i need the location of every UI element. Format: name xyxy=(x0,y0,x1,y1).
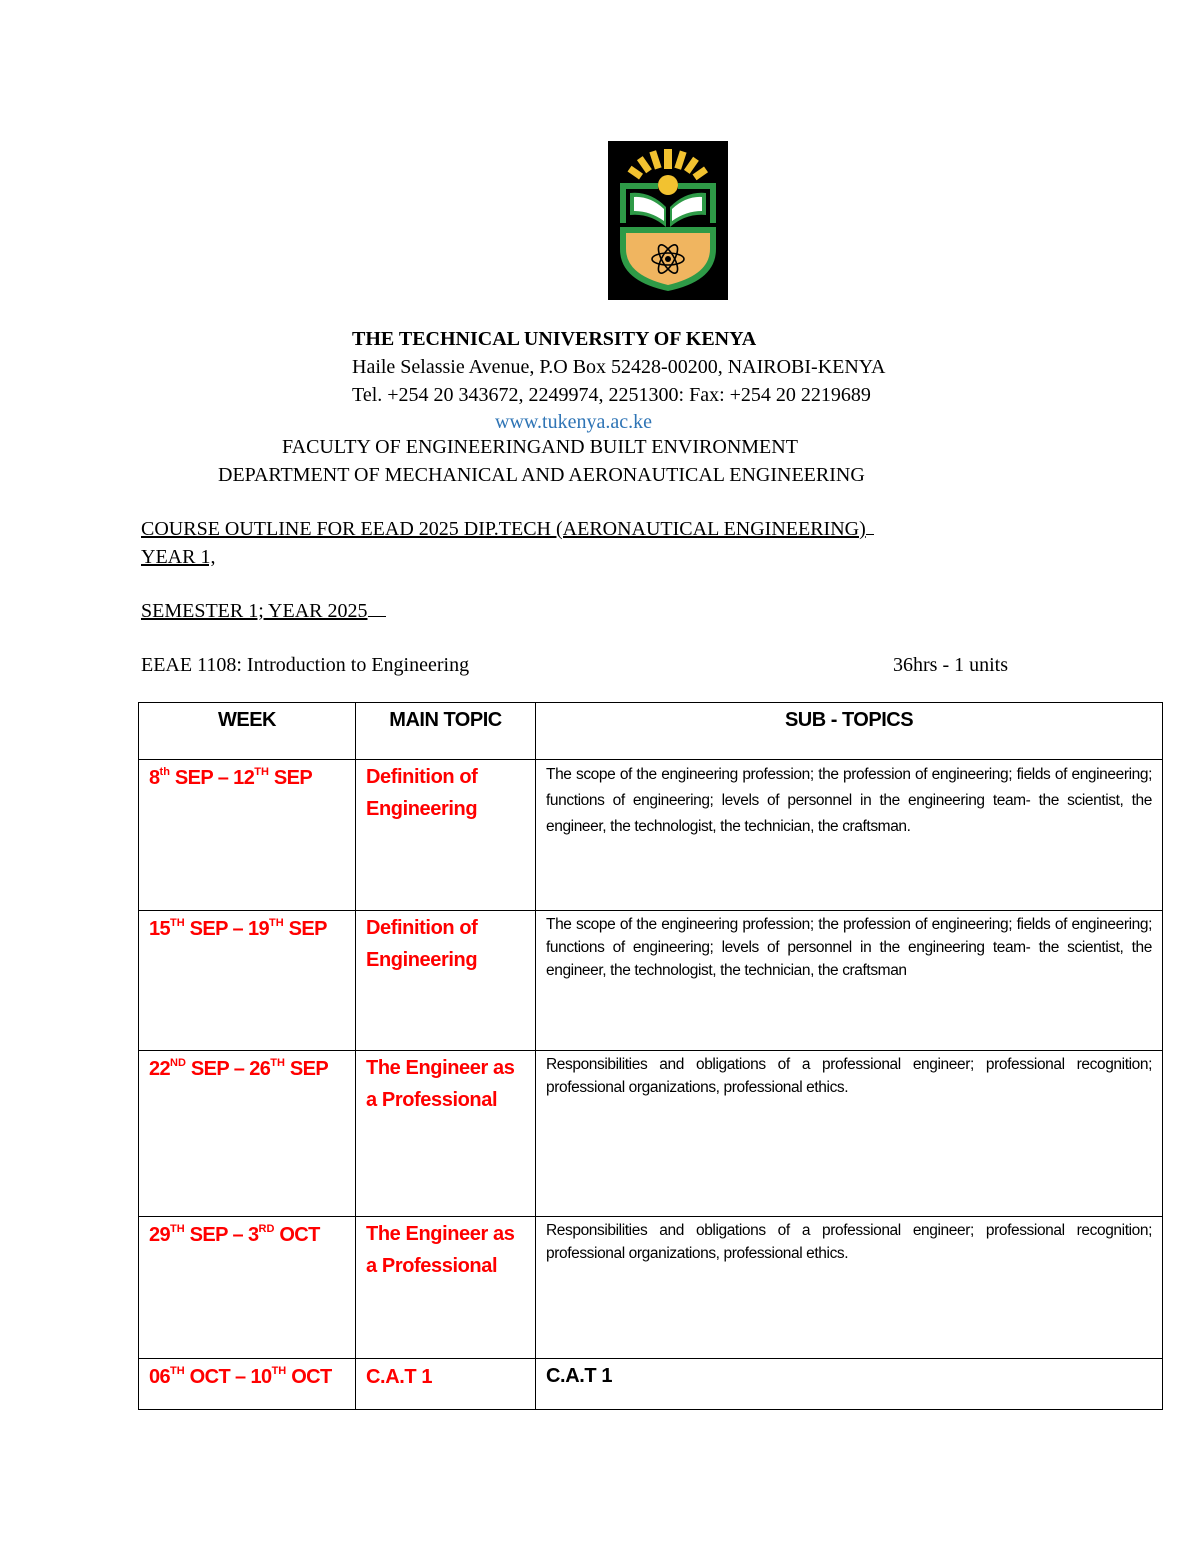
table-header-row xyxy=(139,703,1163,760)
sub-topics-cell: Responsibilities and obligations of a professional engineer; professional recognition; professional organizations, professional ethics. xyxy=(536,1217,1163,1359)
table-row xyxy=(139,1359,1163,1410)
course-outline-title xyxy=(141,517,874,541)
university-contacts: Tel. +254 20 343672, 2249974, 2251300: Fax: +254 20 2219689 xyxy=(352,384,871,406)
week-cell: 29TH SEP – 3RD OCT xyxy=(139,1217,356,1359)
main-topic-cell: The Engineer as a Professional xyxy=(356,1051,536,1217)
semester-text: SEMESTER 1; YEAR 2025 xyxy=(141,600,368,622)
semester-label xyxy=(141,599,386,623)
header-sub-topics: SUB - TOPICS xyxy=(536,703,1163,760)
table-row xyxy=(139,760,1163,911)
department-name: DEPARTMENT OF MECHANICAL AND AERONAUTICAL ENGINEERING xyxy=(218,464,865,486)
faculty-name: FACULTY OF ENGINEERINGAND BUILT ENVIRONMENT xyxy=(282,436,798,458)
table-row xyxy=(139,1217,1163,1359)
course-hours: 36hrs - 1 units xyxy=(893,654,1008,676)
sub-topics-cell: The scope of the engineering profession; the profession of engineering; fields of engineering; functions of engineering; levels of personnel in the engineering team- the scientist, the engineer, the technologist, the technician, the craftsman xyxy=(536,911,1163,1051)
main-topic-cell: Definition of Engineering xyxy=(356,760,536,911)
university-logo xyxy=(608,141,728,300)
course-code-title: EEAE 1108: Introduction to Engineering xyxy=(141,654,470,676)
sub-topics-cell: The scope of the engineering profession; the profession of engineering; fields of engineering; functions of engineering; levels of personnel in the engineering team- the scientist, the engineer, the technologist, the technician, the craftsman. xyxy=(536,760,1163,911)
main-topic-cell: The Engineer as a Professional xyxy=(356,1217,536,1359)
main-topic-cell: Definition of Engineering xyxy=(356,911,536,1051)
course-outline-title-text: COURSE OUTLINE FOR EEAD 2025 DIP.TECH (AERONAUTICAL ENGINEERING) xyxy=(141,518,866,540)
university-name: THE TECHNICAL UNIVERSITY OF KENYA xyxy=(352,328,757,350)
header-main-topic: MAIN TOPIC xyxy=(356,703,536,760)
week-cell: 22ND SEP – 26TH SEP xyxy=(139,1051,356,1217)
crest-icon xyxy=(608,141,728,300)
sub-topics-cell: C.A.T 1 xyxy=(536,1359,1163,1410)
course-year: YEAR 1, xyxy=(141,546,216,568)
table-row xyxy=(139,911,1163,1051)
table-row xyxy=(139,1051,1163,1217)
week-cell: 15TH SEP – 19TH SEP xyxy=(139,911,356,1051)
week-cell: 06TH OCT – 10TH OCT xyxy=(139,1359,356,1410)
main-topic-cell: C.A.T 1 xyxy=(356,1359,536,1410)
sub-topics-cell: Responsibilities and obligations of a professional engineer; professional recognition; professional organizations, professional ethics. xyxy=(536,1051,1163,1217)
header-week: WEEK xyxy=(139,703,356,760)
website-link[interactable]: www.tukenya.ac.ke xyxy=(495,411,652,433)
university-address: Haile Selassie Avenue, P.O Box 52428-00200, NAIROBI-KENYA xyxy=(352,356,886,378)
course-schedule-table xyxy=(138,702,1163,1410)
week-cell: 8th SEP – 12TH SEP xyxy=(139,760,356,911)
